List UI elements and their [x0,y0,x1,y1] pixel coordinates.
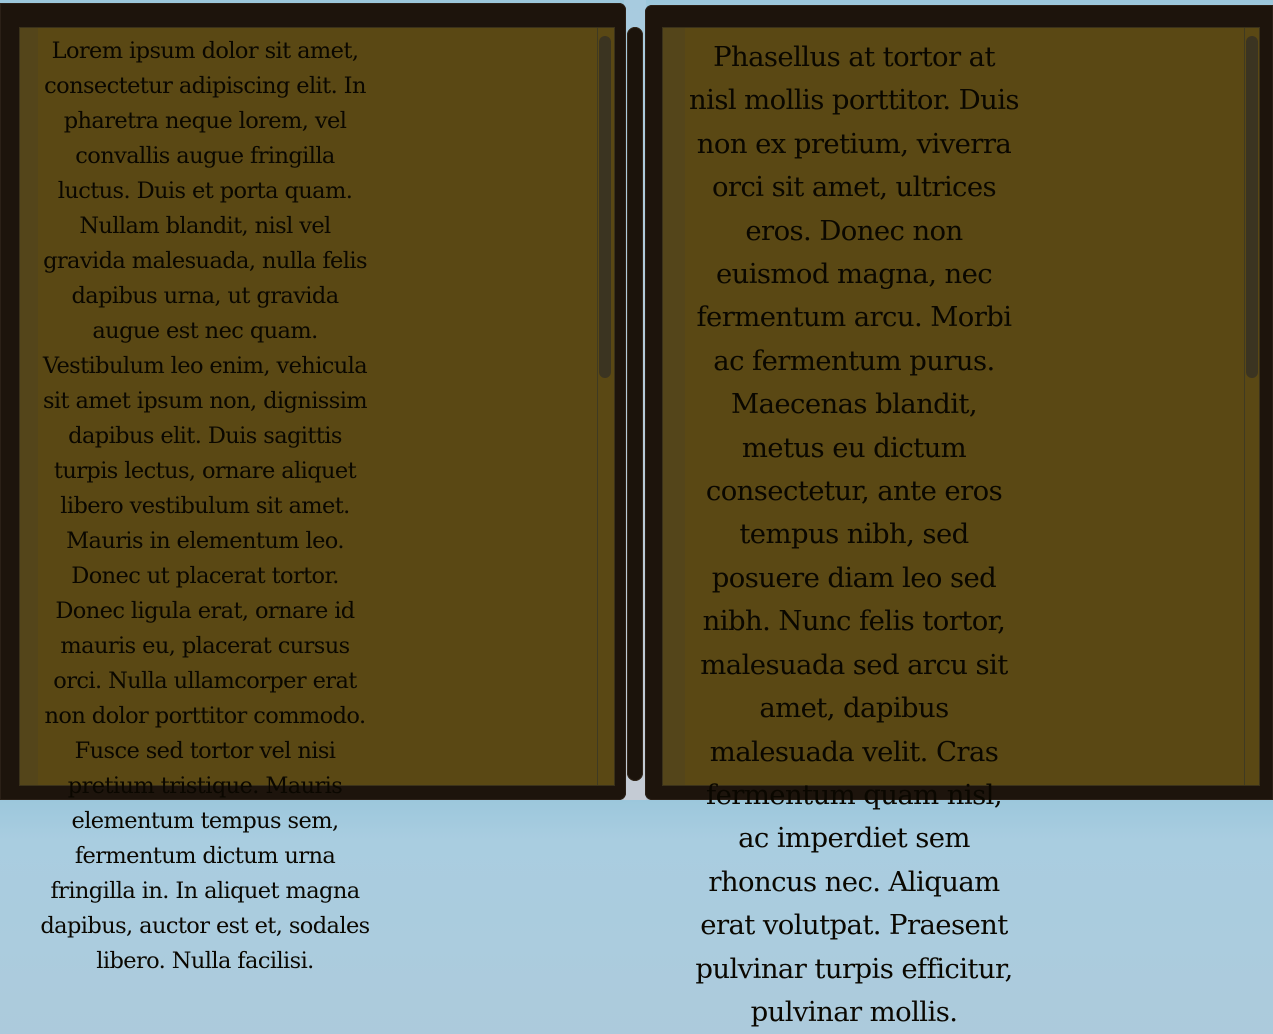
right-page-margin [663,28,685,785]
right-book-frame [645,5,1273,1028]
right-page-scroll-thumb[interactable] [1246,36,1258,378]
right-page-text: Phasellus at tortor at nisl mollis porttitor. Duis non ex pretium, viverra orci sit amet, ultrices eros. Donec non euismod magna, nec fermentum arcu. Morbi ac fermentum purus. Maecenas blandit, metus eu dictum consectetur, ante eros tempus nibh, sed posuere diam leo sed nibh. Nunc felis tortor, malesuada sed arcu sit amet, dapibus malesuada velit. Cras fermentum quam nisl, ac imperdiet sem rhoncus nec. Aliquam erat volutpat. Praesent pulvinar turpis efficitur, pulvinar mollis. [689,41,1019,1028]
right-page-scrollbar[interactable] [1244,28,1259,785]
book-spine [627,27,643,781]
left-book-frame [0,3,626,974]
left-page-margin [20,28,38,785]
left-page-text: Lorem ipsum dolor sit amet, consectetur adipiscing elit. In pharetra neque lorem, vel convallis augue fringilla luctus. Duis et porta quam. Nullam blandit, nisl vel gravida malesuada, nulla felis dapibus urna, ut gravida augue est nec quam. Vestibulum leo enim, vehicula sit amet ipsum non, dignissim dapibus elit. Duis sagittis turpis lectus, ornare aliquet libero vestibulum sit amet. Mauris in elementum leo. Donec ut placerat tortor. Donec ligula erat, ornare id mauris eu, placerat cursus orci. Nulla ullamcorper erat non dolor porttitor commodo. Fusce sed tortor vel nisi pretium tristique. Mauris elementum tempus sem, fermentum dictum urna fringilla in. In aliquet magna dapibus, auctor est et, sodales libero. Nulla facilisi. [40,38,370,974]
left-page-scroll-thumb[interactable] [599,36,611,378]
left-page-scrollbar[interactable] [597,28,612,785]
right-page[interactable] [662,27,1260,1028]
left-page[interactable] [19,27,615,974]
